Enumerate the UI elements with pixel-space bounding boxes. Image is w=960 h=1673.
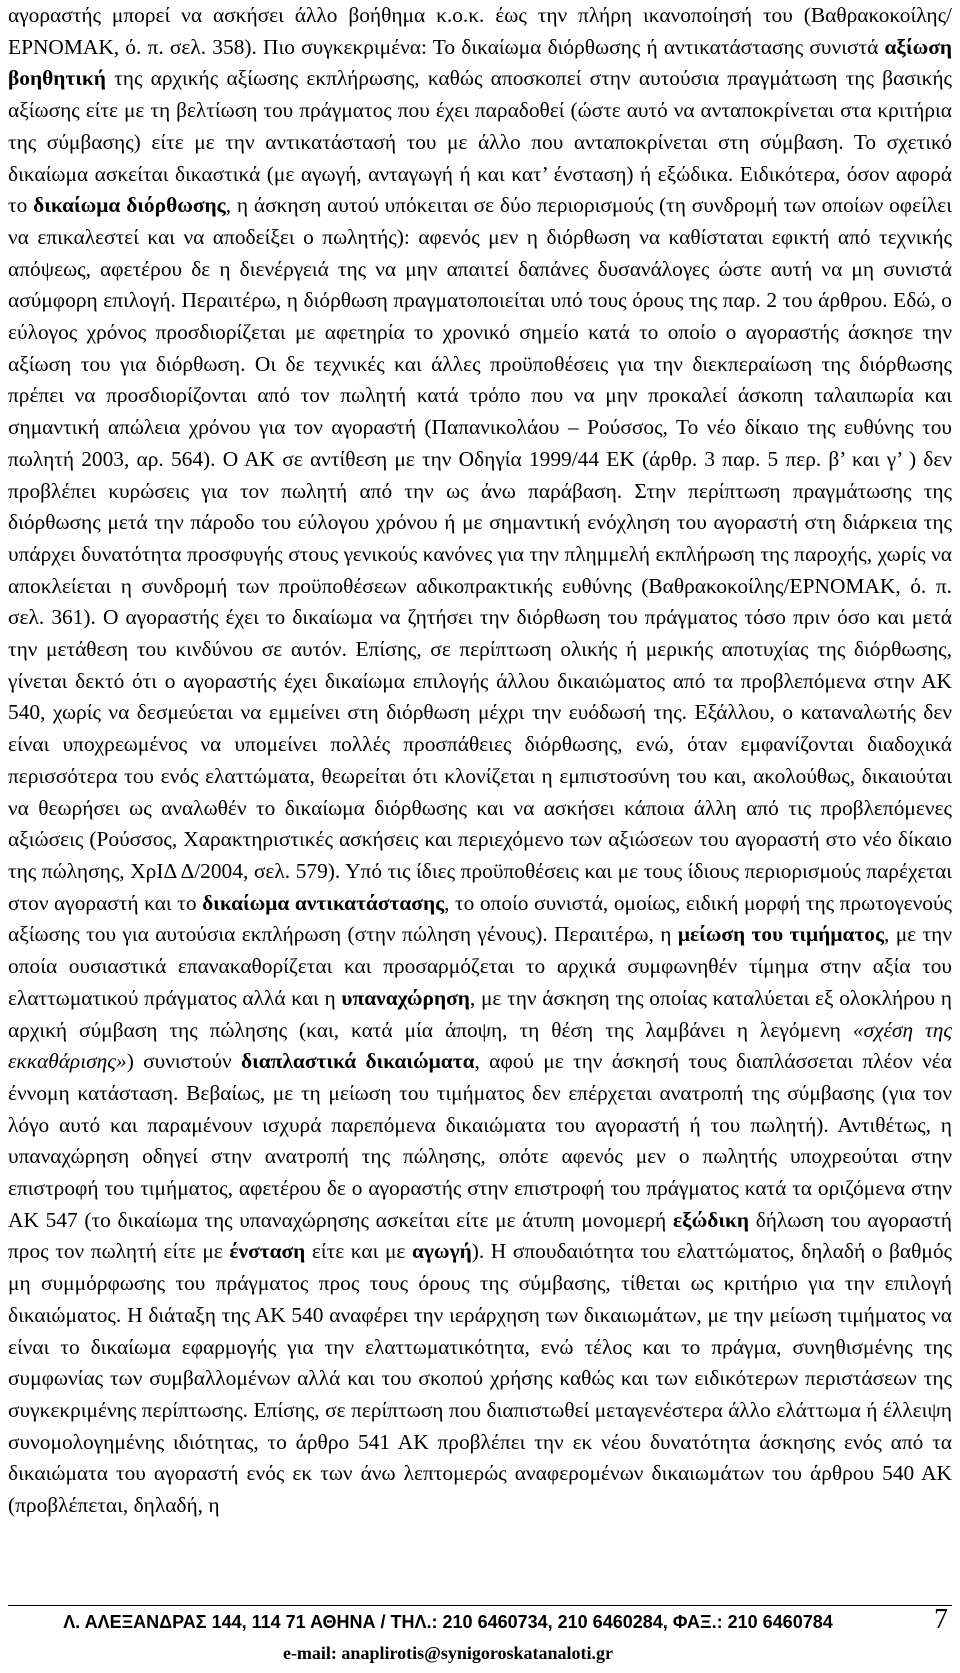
footer-divider xyxy=(8,1605,952,1606)
bold-term: δικαίωμα αντικατάστασης xyxy=(202,890,445,915)
text-run: , με την άσκηση της οποίας καταλύεται εξ ολοκλήρου η αρχική σύμβαση της πώλησης (και, κατά μία άποψη, τη θέση της λαμβάνει η λεγόμενη xyxy=(8,985,952,1042)
text-run: ). Η σπουδαιότητα του ελαττώματος, δηλαδή ο βαθμός μη συμμόρφωσης του πράγματος προς τους όρους της σύμβασης, τίθεται ως κριτήριο για την επιλογή δικαιώματος. Η διάταξη της ΑΚ 540 αναφέρει την ιεράρχηση των δικαιωμάτων, με την μείωση τιμήματος να είναι το δικαίωμα εφαρμογής για την ελαττωματικότητα, ενώ τέλος και το πράγμα, συνηθισμένης της συμφωνίας των συμβαλλομένων αλλά και του σκοπού χρήσης καθώς και των ειδικότερων περιστάσεων της συγκεκριμένης περίπτωσης. Επίσης, σε περίπτωση που διαπιστωθεί μεταγενέστερα άλλο ελάττωμα ή έλλειψη συνομολογημένης ιδιότητας, το άρθρο 541 ΑΚ προβλέπει την εκ νέου δυνατότητα άσκησης ενός από τα δικαιώματα του αγοραστή ενός εκ των άνω λεπτομερώς αναφερομένων δικαιωμάτων του άρθρου 540 ΑΚ (προβλέπεται, δηλαδή, η xyxy=(8,1239,952,1518)
bold-term: υπαναχώρηση xyxy=(341,985,470,1010)
bold-term: ένσταση xyxy=(229,1239,306,1264)
text-run: ) συνιστούν xyxy=(126,1049,241,1074)
bold-term: δικαίωμα διόρθωσης xyxy=(33,193,226,218)
bold-term: μείωση του τιμήματος xyxy=(677,922,884,947)
text-run: δήλωση του αγοραστή προς τον πωλητή είτε με xyxy=(8,1207,952,1264)
bold-term: αξίωση βοηθητική xyxy=(8,34,952,91)
text-run: , με την οποία ουσιαστικά επανακαθορίζεται και προσαρμόζεται το αρχικά συμφωνηθέν τίμημα στην αξία του ελαττωματικού πράγματος αλλά και η xyxy=(8,922,952,1010)
footer-email: e-mail: anaplirotis@synigoroskatanaloti.gr xyxy=(282,1643,614,1663)
text-run: αγοραστής μπορεί να ασκήσει άλλο βοήθημα κ.ο.κ. έως την πλήρη ικανοποίησή του (Βαθρακοκοίλης/ΕΡΝΟΜΑΚ, ό. π. σελ. 358). Πιο συγκεκριμένα: Το δικαίωμα διόρθωσης ή αντικατάστασης συνιστά xyxy=(8,3,952,59)
paragraph-text xyxy=(8,0,952,1522)
text-run: , αφού με την άσκησή τους διαπλάσσεται πλέον νέα έννομη κατάσταση. Βεβαίως, με τη μείωση του τιμήματος δεν επέρχεται ανατροπή της σύμβασης (για τον λόγο αυτό και παραμένουν ισχυρά παρεπόμενα δικαιώματα του αγοραστή ή του πωλητή). Αντιθέτως, η υπαναχώρηση οδηγεί στην ανατροπή της πώλησης, οπότε αφενός μεν ο πωλητής υποχρεούται στην επιστροφή του τιμήματος, αφετέρου δε ο αγοραστής στην επιστροφή του πράγματος κατά τα οριζόμενα στην ΑΚ 547 (το δικαίωμα της υπαναχώρησης ασκείται είτε με άτυπη μονομερή xyxy=(8,1049,952,1232)
text-run: είτε και με xyxy=(305,1239,412,1264)
text-run: της αρχικής αξίωσης εκπλήρωσης, καθώς αποσκοπεί στην αυτούσια πραγμάτωση της βασικής αξίωσης είτε με τη βελτίωση του πράγματος που έχει παραδοθεί (ώστε αυτό να ανταποκρίνεται στα κριτήρια της σύμβασης) είτε με την αντικατάστασή του με άλλο που ανταποκρίνεται στη σύμβαση. Το σχετικό δικαίωμα ασκείται δικαστικά (με αγωγή, ανταγωγή ή και κατ’ ένσταση) ή εξώδικα. Ειδικότερα, όσον αφορά το xyxy=(8,66,952,218)
bold-term: διαπλαστικά δικαιώματα xyxy=(241,1049,475,1074)
footer-address: Λ. ΑΛΕΞΑΝΔΡΑΣ 144, 114 71 ΑΘΗΝΑ / ΤΗΛ.: 210 6460734, 210 6460284, ΦΑΞ.: 210 6460784 xyxy=(63,1612,833,1632)
bold-term: αγωγή xyxy=(411,1239,472,1264)
text-run: , η άσκηση αυτού υπόκειται σε δύο περιορισμούς (τη συνδρομή των οποίων οφείλει να επικαλεστεί και να αποδείξει ο πωλητής): αφενός μεν η διόρθωση να καθίσταται εφικτή από τεχνικής απόψεως, αφετέρου δε η διενέργειά της να μην απαιτεί δαπάνες δυσανάλογες ώστε αυτή να μη συνιστά ασύμφορη επιλογή. Περαιτέρω, η διόρθωση πραγματοποιείται υπό τους όρους της παρ. 2 του άρθρου. Εδώ, ο εύλογος χρόνος προσδιορίζεται με αφετηρία το χρονικό σημείο κατά το οποίο ο αγοραστής άσκησε την αξίωση του για διόρθωση. Οι δε τεχνικές και άλλες προϋποθέσεις για την διεκπεραίωση της διόρθωσης πρέπει να προσδιορίζονται από τον πωλητή κατά τρόπο που να μην προκαλεί άσκοπη ταλαιπωρία και σημαντική απώλεια χρόνου για τον αγοραστή (Παπανικολάου – Ρούσσος, Το νέο δίκαιο της ευθύνης του πωλητή 2003, αρ. 564). Ο ΑΚ σε αντίθεση με την Οδηγία 1999/44 ΕΚ (άρθρ. 3 παρ. 5 περ. β’ και γ’ ) δεν προβλέπει κυρώσεις για τον πωλητή από την ως άνω παράβαση. Στην περίπτωση πραγμάτωσης της διόρθωσης μετά την πάροδο του εύλογου χρόνου ή με σημαντική ενόχληση του αγοραστή στη διάρκεια της υπάρχει δυνατότητα προσφυγής στους γενικούς κανόνες για την πλημμελή εκπλήρωση της παροχής, χωρίς να αποκλείεται η συνδρομή των προϋποθέσεων αδικοπρακτικής ευθύνης (Βαθρακοκοίλης/ΕΡΝΟΜΑΚ, ό. π. σελ. 361). Ο αγοραστής έχει το δικαίωμα να ζητήσει την διόρθωση του πράγματος τόσο πριν όσο και μετά την μετάθεση του κινδύνου σε αυτόν. Επίσης, σε περίπτωση ολικής ή μερικής αποτυχίας της διόρθωσης, γίνεται δεκτό ότι ο αγοραστής έχει δικαίωμα επιλογής άλλου δικαιώματος από τα προβλεπόμενα στην ΑΚ 540, χωρίς να δεσμεύεται να εμμείνει στη διόρθωση μέχρι την ευόδωσή της. Εξάλλου, ο καταναλωτής δεν είναι υποχρεωμένος να υπομείνει πολλές προσπάθειες διόρθωσης, ενώ, όταν εμφανίζονται διαδοχικά περισσότερα του ενός ελαττώματα, θεωρείται ότι κλονίζεται η εμπιστοσύνη του και, ακολούθως, δικαιούται να θεωρήσει ως αναλωθέν το δικαίωμα διόρθωσης και να ασκήσει κάποια άλλη από τις προβλεπόμενες αξιώσεις (Ρούσσος, Χαρακτηριστικές ασκήσεις και περιεχόμενο των αξιώσεων του αγοραστή στο νέο δίκαιο της πώλησης, ΧρΙΔ Δ/2004, σελ. 579). Υπό τις ίδιες προϋποθέσεις και με τους ίδιους περιορισμούς παρέχεται στον αγοραστή και το xyxy=(8,193,952,915)
bold-term: εξώδικη xyxy=(672,1207,750,1232)
page-number: 7 xyxy=(934,1604,948,1635)
text-run: , το οποίο συνιστά, ομοίως, ειδική μορφή της πρωτογενούς αξίωσης του για αυτούσια εκπλήρωση (στην πώληση γένους). Περαιτέρω, η xyxy=(8,890,953,947)
italic-term: «σχέση της εκκαθάρισης» xyxy=(8,1017,952,1074)
body-paragraph xyxy=(8,0,952,1522)
